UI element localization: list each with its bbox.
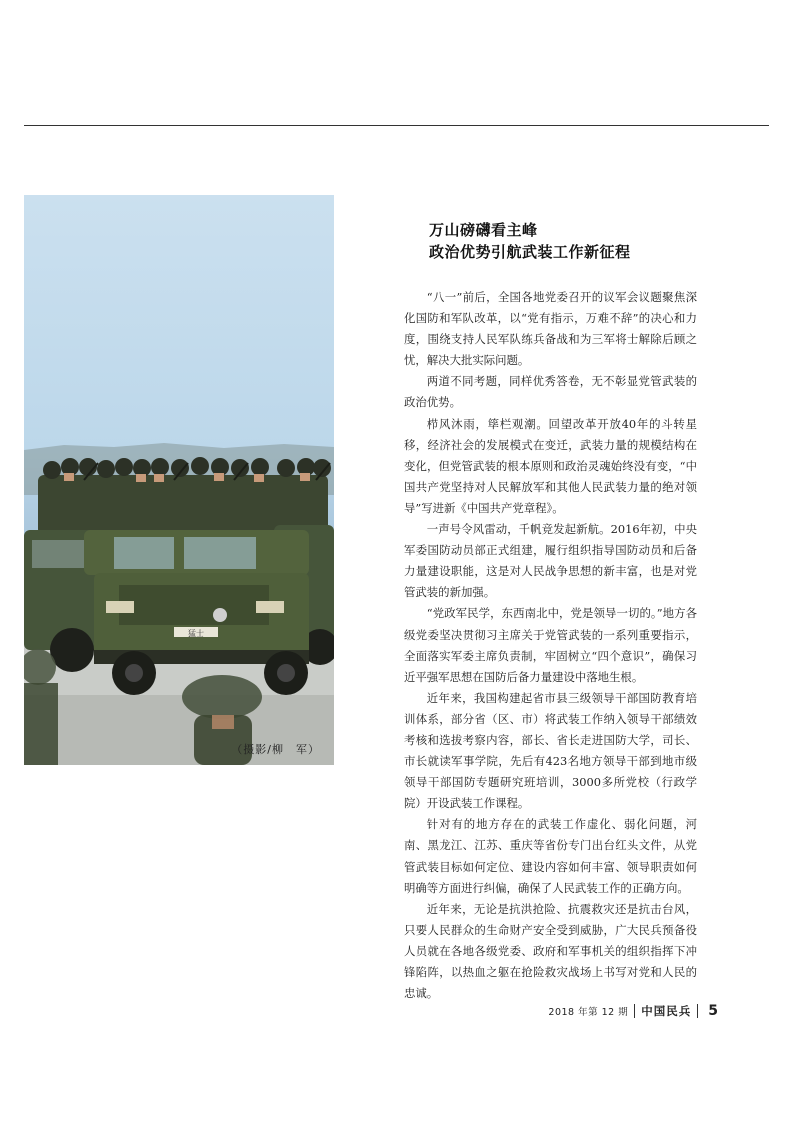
- paragraph: “八一”前后，全国各地党委召开的议军会议题聚焦深化国防和军队改革，以“党有指示，万难不辞”的决心和力度，围绕支持人民军队练兵备战和为三军将士解除后顾之忧，解决大批实际问题。: [404, 290, 697, 368]
- article-body: [404, 287, 697, 1004]
- headline-line-1: 万山磅礴看主峰: [429, 221, 538, 239]
- paragraph: 近年来，我国构建起省市县三级领导干部国防教育培训体系，部分省（区、市）将武装工作纳入领导干部绩效考核和选拔考察内容，部长、省长走进国防大学，司长、市长就读军事学院，先后有423名地方领导干部到地市级领导干部国防专题研究班培训，3000多所党校（行政学院）开设武装工作课程。: [404, 690, 697, 811]
- paragraph: 针对有的地方存在的武装工作虚化、弱化问题，河南、黑龙江、江苏、重庆等省份专门出台红头文件，从党管武装目标如何定位、建设内容如何丰富、领导职责如何明确等方面进行纠偏，确保了人民武装工作的正确方向。: [404, 817, 697, 895]
- headline-line-2: 政治优势引航武装工作新征程: [429, 243, 631, 261]
- page-footer: [548, 1003, 718, 1019]
- footer-divider: [697, 1004, 698, 1018]
- magazine-name: 中国民兵: [641, 1004, 692, 1018]
- article-headline: [404, 219, 697, 263]
- photo-credit: （摄影/柳 军）: [231, 743, 320, 756]
- paragraph: “党政军民学，东西南北中，党是领导一切的。”地方各级党委坚决贯彻习主席关于党管武装的一系列重要指示，全面落实军委主席负责制，牢固树立“四个意识”，确保习近平强军思想在国防后备力量建设中落地生根。: [404, 606, 697, 684]
- paragraph: 两道不同考题，同样优秀答卷，无不彰显党管武装的政治优势。: [404, 374, 697, 410]
- paragraph: 一声号令风雷动，千帆竞发起新航。2016年初，中央军委国防动员部正式组建，履行组织指导国防动员和后备力量建设职能，这是对人民战争思想的新丰富，也是对党管武装的新加强。: [404, 522, 697, 600]
- article: [404, 219, 697, 1004]
- vehicle-plate-text: 猛士: [188, 629, 204, 638]
- paragraph: 栉风沐雨，筚栏观潮。回望改革开放40年的斗转星移，经济社会的发展模式在变迁，武装力量的规模结构在变化，但党管武装的根本原则和政治灵魂始终没有变，“中国共产党坚持对人民解放军和其他人民武装力量的绝对领导”写进新《中国共产党章程》。: [404, 416, 697, 515]
- page-number: 5: [708, 1003, 718, 1019]
- paragraph: 近年来，无论是抗洪抢险、抗震救灾还是抗击台风，只要人民群众的生命财产安全受到威胁，广大民兵预备役人员就在各地各级党委、政府和军事机关的组织指挥下冲锋陷阵，以热血之躯在抢险救灾战场上书写对党和人民的忠诚。: [404, 901, 697, 1001]
- footer-divider: [634, 1004, 635, 1018]
- parade-photo: [24, 195, 334, 765]
- parade-illustration: [24, 195, 334, 765]
- top-rule: [24, 125, 769, 126]
- issue-label: 2018 年第 12 期: [548, 1007, 629, 1018]
